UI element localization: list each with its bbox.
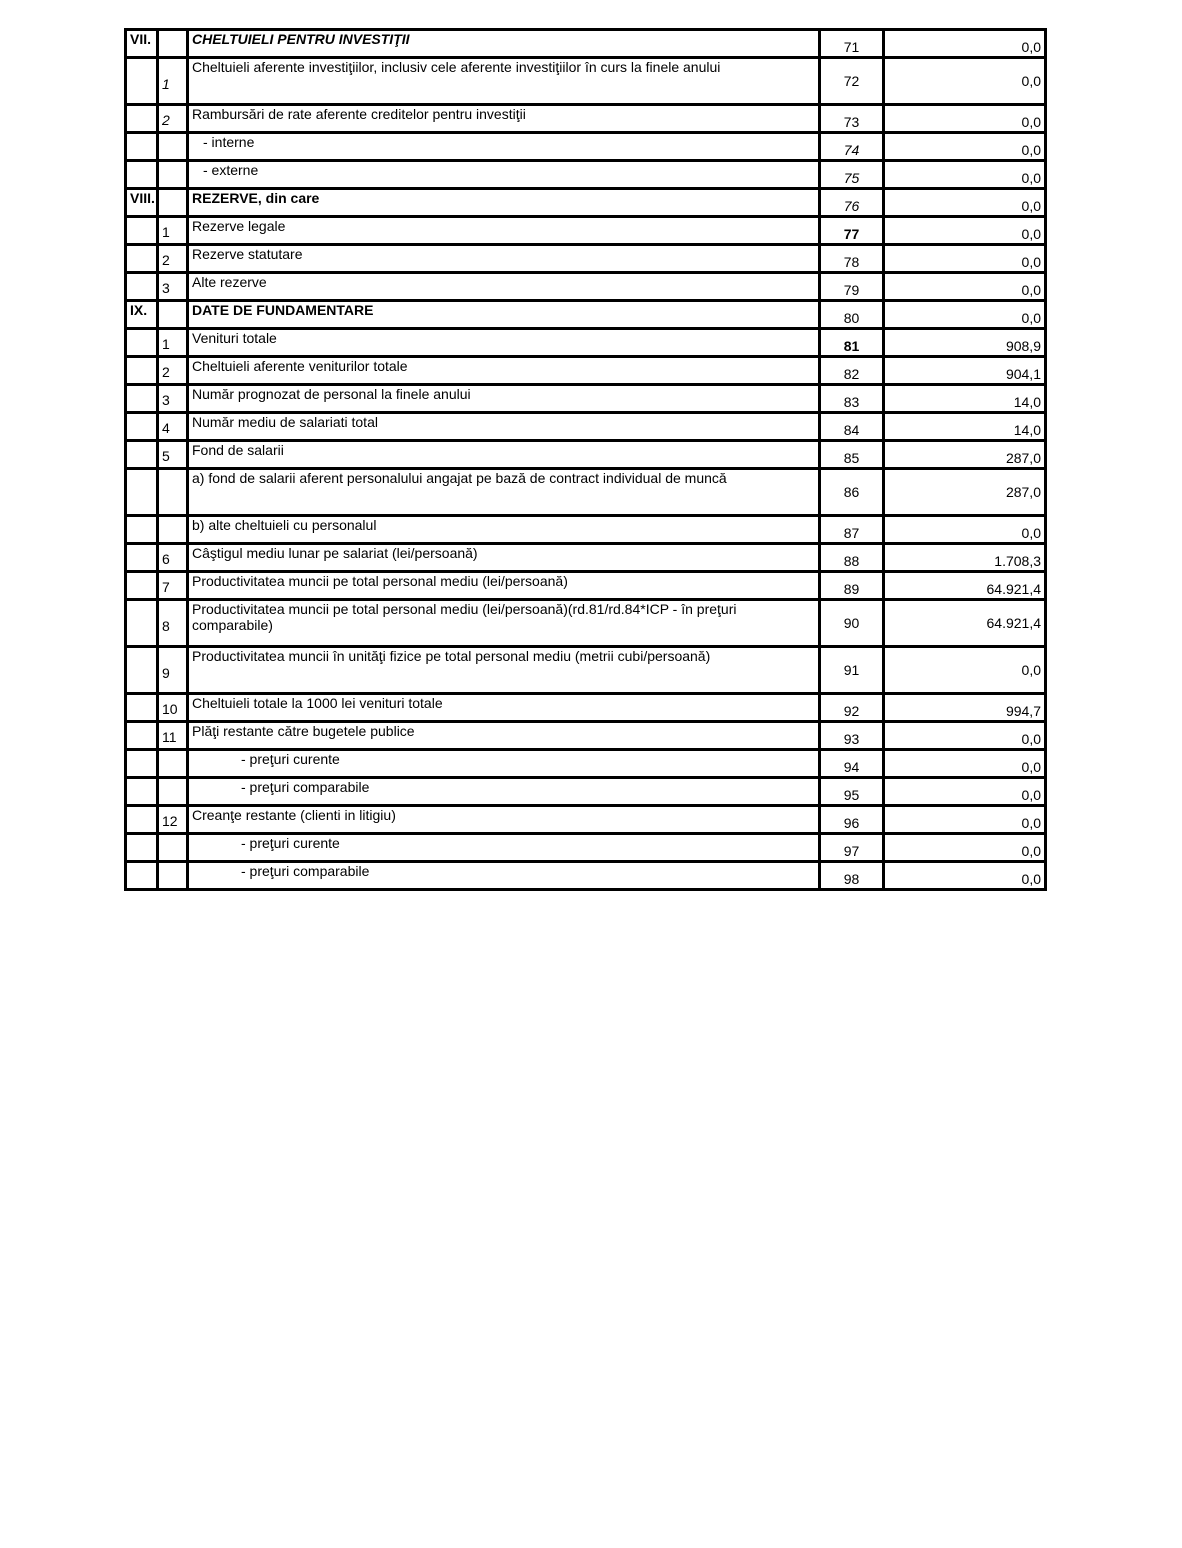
value-cell: 0,0 [884, 217, 1046, 245]
section-cell: IX. [126, 301, 158, 329]
section-cell [126, 722, 158, 750]
description-cell: Rezerve statutare [188, 245, 820, 273]
row-code-cell: 92 [820, 694, 884, 722]
item-number-cell [158, 834, 188, 862]
value-cell: 0,0 [884, 301, 1046, 329]
section-cell [126, 647, 158, 694]
table-row [126, 647, 1046, 694]
table-row [126, 189, 1046, 217]
value-cell: 287,0 [884, 469, 1046, 516]
description-cell: - preţuri comparabile [188, 862, 820, 890]
financial-table [124, 28, 1047, 891]
table-row [126, 441, 1046, 469]
section-cell [126, 273, 158, 301]
table-row [126, 469, 1046, 516]
description-cell: - externe [188, 161, 820, 189]
description-cell: Productivitatea muncii în unităţi fizice pe total personal mediu (metrii cubi/persoană) [188, 647, 820, 694]
item-number-cell: 12 [158, 806, 188, 834]
value-cell: 0,0 [884, 834, 1046, 862]
section-cell [126, 469, 158, 516]
value-cell: 0,0 [884, 647, 1046, 694]
table-row [126, 862, 1046, 890]
value-cell: 0,0 [884, 58, 1046, 105]
row-code-cell: 93 [820, 722, 884, 750]
table-row [126, 722, 1046, 750]
description-cell: a) fond de salarii aferent personalului angajat pe bază de contract individual de muncă [188, 469, 820, 516]
item-number-cell: 9 [158, 647, 188, 694]
row-code-cell: 72 [820, 58, 884, 105]
section-cell [126, 245, 158, 273]
item-number-cell [158, 301, 188, 329]
item-number-cell [158, 133, 188, 161]
description-cell: Productivitatea muncii pe total personal mediu (lei/persoană) [188, 572, 820, 600]
description-cell: Câştigul mediu lunar pe salariat (lei/persoană) [188, 544, 820, 572]
value-cell: 0,0 [884, 722, 1046, 750]
description-cell: Rezerve legale [188, 217, 820, 245]
item-number-cell: 1 [158, 217, 188, 245]
value-cell: 0,0 [884, 273, 1046, 301]
section-cell [126, 572, 158, 600]
table-row [126, 58, 1046, 105]
row-code-cell: 94 [820, 750, 884, 778]
item-number-cell [158, 750, 188, 778]
section-cell [126, 862, 158, 890]
table-row [126, 544, 1046, 572]
value-cell: 0,0 [884, 30, 1046, 58]
value-cell: 0,0 [884, 778, 1046, 806]
value-cell: 0,0 [884, 161, 1046, 189]
row-code-cell: 74 [820, 133, 884, 161]
table-row [126, 385, 1046, 413]
value-cell: 0,0 [884, 245, 1046, 273]
row-code-cell: 85 [820, 441, 884, 469]
description-cell: Productivitatea muncii pe total personal mediu (lei/persoană)(rd.81/rd.84*ICP - în preţuri comparabile) [188, 600, 820, 647]
item-number-cell: 1 [158, 58, 188, 105]
value-cell: 14,0 [884, 413, 1046, 441]
section-cell [126, 516, 158, 544]
section-cell [126, 441, 158, 469]
table-row [126, 413, 1046, 441]
table-row [126, 245, 1046, 273]
item-number-cell: 8 [158, 600, 188, 647]
section-cell [126, 217, 158, 245]
value-cell: 287,0 [884, 441, 1046, 469]
value-cell: 14,0 [884, 385, 1046, 413]
row-code-cell: 82 [820, 357, 884, 385]
row-code-cell: 97 [820, 834, 884, 862]
item-number-cell: 2 [158, 357, 188, 385]
description-cell: Venituri totale [188, 329, 820, 357]
description-cell: Număr prognozat de personal la finele anului [188, 385, 820, 413]
row-code-cell: 75 [820, 161, 884, 189]
item-number-cell [158, 30, 188, 58]
description-cell: Creanţe restante (clienti in litigiu) [188, 806, 820, 834]
value-cell: 64.921,4 [884, 600, 1046, 647]
description-cell: Număr mediu de salariati total [188, 413, 820, 441]
row-code-cell: 95 [820, 778, 884, 806]
row-code-cell: 96 [820, 806, 884, 834]
section-cell [126, 694, 158, 722]
value-cell: 904,1 [884, 357, 1046, 385]
table-row [126, 778, 1046, 806]
value-cell: 0,0 [884, 806, 1046, 834]
description-cell: DATE DE FUNDAMENTARE [188, 301, 820, 329]
value-cell: 0,0 [884, 750, 1046, 778]
table-row [126, 301, 1046, 329]
item-number-cell [158, 189, 188, 217]
item-number-cell: 5 [158, 441, 188, 469]
value-cell: 64.921,4 [884, 572, 1046, 600]
table-row [126, 694, 1046, 722]
row-code-cell: 83 [820, 385, 884, 413]
item-number-cell: 1 [158, 329, 188, 357]
value-cell: 0,0 [884, 862, 1046, 890]
section-cell [126, 385, 158, 413]
table-row [126, 30, 1046, 58]
value-cell: 0,0 [884, 133, 1046, 161]
row-code-cell: 81 [820, 329, 884, 357]
table-row [126, 217, 1046, 245]
item-number-cell: 2 [158, 245, 188, 273]
row-code-cell: 91 [820, 647, 884, 694]
item-number-cell [158, 862, 188, 890]
row-code-cell: 79 [820, 273, 884, 301]
description-cell: Plăţi restante către bugetele publice [188, 722, 820, 750]
item-number-cell: 3 [158, 385, 188, 413]
description-cell: - preţuri curente [188, 750, 820, 778]
description-cell: Cheltuieli aferente investiţiilor, inclusiv cele aferente investiţiilor în curs la finele anului [188, 58, 820, 105]
section-cell [126, 600, 158, 647]
section-cell [126, 161, 158, 189]
row-code-cell: 90 [820, 600, 884, 647]
description-cell: b) alte cheltuieli cu personalul [188, 516, 820, 544]
table-row [126, 105, 1046, 133]
description-cell: Fond de salarii [188, 441, 820, 469]
section-cell [126, 413, 158, 441]
table-row [126, 329, 1046, 357]
row-code-cell: 89 [820, 572, 884, 600]
section-cell [126, 834, 158, 862]
row-code-cell: 77 [820, 217, 884, 245]
table-row [126, 357, 1046, 385]
section-cell [126, 357, 158, 385]
item-number-cell: 7 [158, 572, 188, 600]
row-code-cell: 84 [820, 413, 884, 441]
description-cell: - preţuri comparabile [188, 778, 820, 806]
description-cell: - preţuri curente [188, 834, 820, 862]
description-cell: - interne [188, 133, 820, 161]
section-cell [126, 544, 158, 572]
table-row [126, 600, 1046, 647]
item-number-cell: 11 [158, 722, 188, 750]
row-code-cell: 73 [820, 105, 884, 133]
item-number-cell: 4 [158, 413, 188, 441]
description-cell: REZERVE, din care [188, 189, 820, 217]
table-row [126, 572, 1046, 600]
item-number-cell [158, 516, 188, 544]
table-row [126, 834, 1046, 862]
item-number-cell [158, 469, 188, 516]
row-code-cell: 88 [820, 544, 884, 572]
row-code-cell: 78 [820, 245, 884, 273]
section-cell [126, 105, 158, 133]
table-row [126, 806, 1046, 834]
row-code-cell: 86 [820, 469, 884, 516]
section-cell [126, 58, 158, 105]
table-row [126, 133, 1046, 161]
row-code-cell: 76 [820, 189, 884, 217]
item-number-cell: 3 [158, 273, 188, 301]
description-cell: Alte rezerve [188, 273, 820, 301]
item-number-cell [158, 161, 188, 189]
item-number-cell: 6 [158, 544, 188, 572]
row-code-cell: 98 [820, 862, 884, 890]
value-cell: 994,7 [884, 694, 1046, 722]
description-cell: Cheltuieli totale la 1000 lei venituri totale [188, 694, 820, 722]
item-number-cell [158, 778, 188, 806]
description-cell: Rambursări de rate aferente creditelor pentru investiţii [188, 105, 820, 133]
table-row [126, 516, 1046, 544]
section-cell [126, 750, 158, 778]
section-cell [126, 806, 158, 834]
value-cell: 0,0 [884, 105, 1046, 133]
item-number-cell: 10 [158, 694, 188, 722]
value-cell: 0,0 [884, 189, 1046, 217]
section-cell [126, 329, 158, 357]
description-cell: CHELTUIELI PENTRU INVESTIŢII [188, 30, 820, 58]
table-body [126, 30, 1046, 890]
value-cell: 908,9 [884, 329, 1046, 357]
table-row [126, 750, 1046, 778]
table-row [126, 161, 1046, 189]
row-code-cell: 71 [820, 30, 884, 58]
item-number-cell: 2 [158, 105, 188, 133]
section-cell: VIII. [126, 189, 158, 217]
row-code-cell: 87 [820, 516, 884, 544]
section-cell [126, 133, 158, 161]
value-cell: 1.708,3 [884, 544, 1046, 572]
section-cell [126, 778, 158, 806]
value-cell: 0,0 [884, 516, 1046, 544]
description-cell: Cheltuieli aferente veniturilor totale [188, 357, 820, 385]
row-code-cell: 80 [820, 301, 884, 329]
table-row [126, 273, 1046, 301]
section-cell: VII. [126, 30, 158, 58]
